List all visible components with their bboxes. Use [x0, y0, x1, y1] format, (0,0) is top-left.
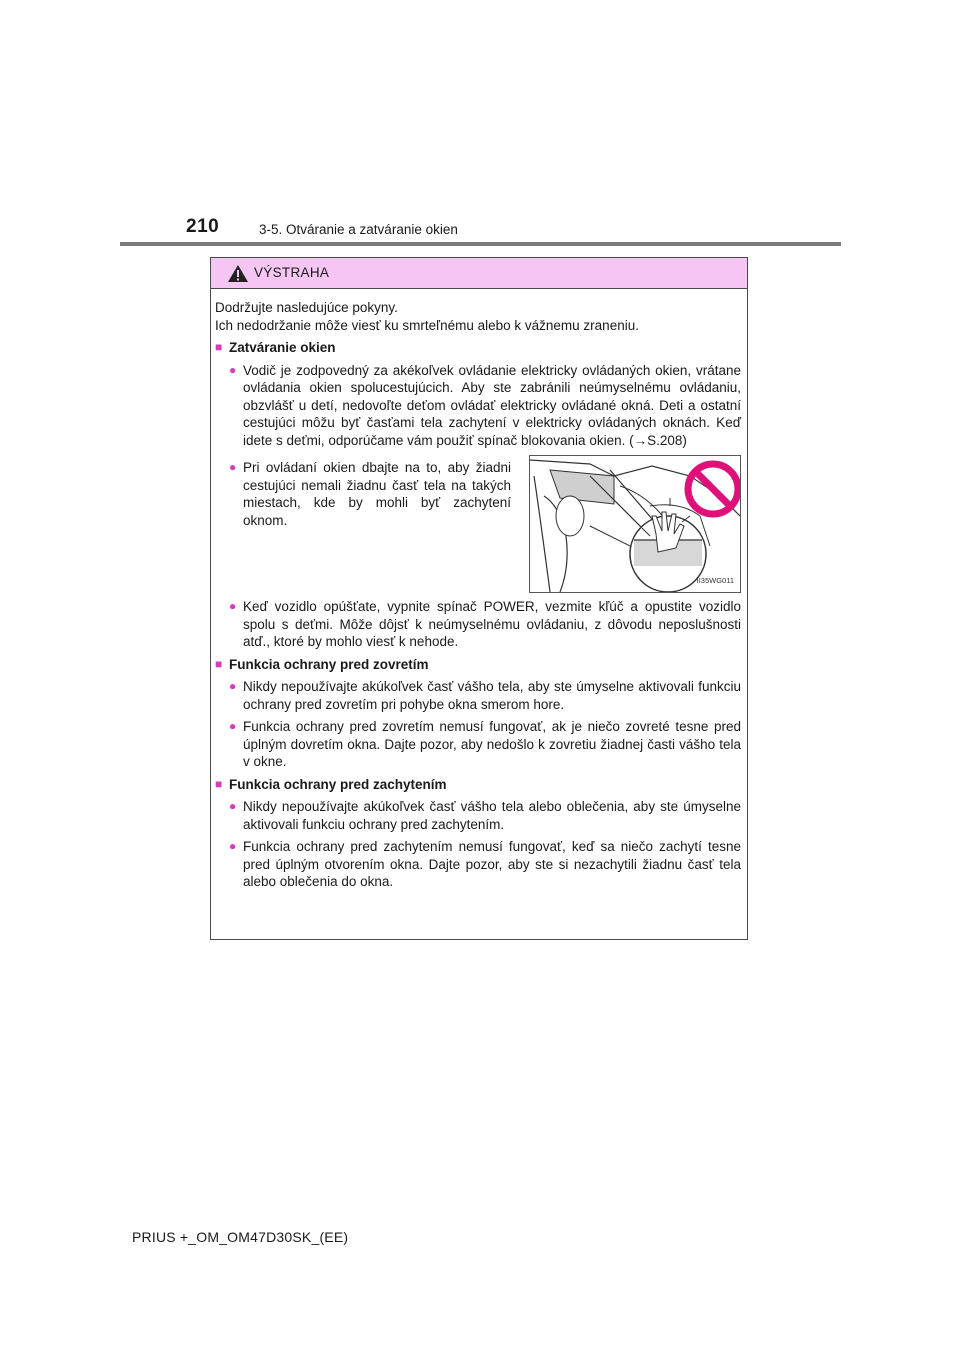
list-item: [215, 718, 741, 771]
list-item-text: Funkcia ochrany pred zovretím nemusí fungovať, ak je niečo zovreté tesne pred úplným dovretím okna. Dajte pozor, aby nedošlo k zovretiu žiadnej časti vášho tela v okne.: [243, 719, 741, 769]
square-bullet-icon: ■: [215, 776, 223, 791]
section-heading-text: Zatváranie okien: [229, 340, 336, 355]
list-item-text: Nikdy nepoužívajte akúkoľvek časť vášho tela, aby ste úmyselne aktivovali funkciu ochrany pred zovretím pri pohybe okna smerom hore.: [243, 679, 741, 712]
list-item-text: Nikdy nepoužívajte akúkoľvek časť vášho tela alebo oblečenia, aby ste úmyselne aktivovali funkciu ochrany pred zachytením.: [243, 799, 741, 832]
list-item: [215, 798, 741, 833]
list-item-text: Keď vozidlo opúšťate, vypnite spínač POWER, vezmite kľúč a opustite vozidlo spolu s deťmi. Môže dôjsť k neúmyselnému ovládaniu, z dôvodu neposlušnosti atď., ktoré by mohlo viesť k nehode.: [243, 599, 741, 649]
section-heading-text: Funkcia ochrany pred zachytením: [229, 776, 447, 792]
section-title: 3-5. Otváranie a zatváranie okien: [259, 222, 458, 237]
page-number: 210: [186, 216, 220, 237]
square-bullet-icon: ■: [215, 656, 223, 671]
round-bullet-icon: ●: [229, 839, 237, 853]
list-item-text: Vodič je zodpovedný za akékoľvek ovládanie elektricky ovládaných okien, vrátane ovládania okien spolucestujúcich. Aby ste zabránili neúmyselnému ovládaniu, obzvlášť u detí, nedovoľte deťom ovládať elektricky ovládané okná. Deti a ostatní cestujúci môžu byť časťami tela zachytení v elektricky ovládaných oknách. Keď idete s deťmi, odporúčame vám použiť spínač blokovania okien. (→S.208): [243, 362, 741, 448]
round-bullet-icon: ●: [229, 679, 237, 693]
list-item-text: Pri ovládaní okien dbajte na to, aby žiadni cestujúci nemali žiadnu časť tela na takých miestach, kde by mohli byť zachytení oknom.: [243, 460, 511, 528]
round-bullet-icon: ●: [229, 460, 237, 474]
round-bullet-icon: ●: [229, 362, 237, 377]
list-item: [215, 678, 741, 713]
window-pinch-illustration: [529, 455, 741, 593]
square-bullet-icon: ■: [215, 340, 223, 354]
list-item: [215, 459, 511, 529]
round-bullet-icon: ●: [229, 799, 237, 813]
warning-body: [211, 289, 747, 891]
list-item: [215, 598, 741, 651]
section-heading: [215, 776, 741, 794]
round-bullet-icon: ●: [229, 719, 237, 733]
illustration-code: II35WG011: [696, 575, 734, 585]
round-bullet-icon: ●: [229, 599, 237, 613]
warning-header: [211, 258, 747, 289]
list-item-text: Funkcia ochrany pred zachytením nemusí fungovať, keď sa niečo zachytí tesne pred úplným otvorením okna. Dajte pozor, aby ste si nezachytili žiadnu časť tela alebo oblečenia do okna.: [243, 839, 741, 889]
section-heading-text: Funkcia ochrany pred zovretím: [229, 656, 429, 672]
document-id: PRIUS +_OM_OM47D30SK_(EE): [132, 1229, 349, 1245]
list-item: [215, 362, 741, 450]
warning-intro-line-2: Ich nedodržanie môže viesť ku smrteľnému alebo k vážnemu zraneniu.: [215, 317, 639, 333]
warning-box: [210, 257, 748, 940]
warning-triangle-icon: [227, 264, 249, 283]
warning-title: VÝSTRAHA: [254, 265, 330, 280]
section-heading: [215, 339, 741, 357]
list-item: [215, 838, 741, 891]
section-heading: [215, 656, 741, 674]
warning-intro-line-1: Dodržujte nasledujúce pokyny.: [215, 300, 398, 315]
illustration-row: [215, 455, 741, 593]
header-rule: [120, 242, 841, 246]
